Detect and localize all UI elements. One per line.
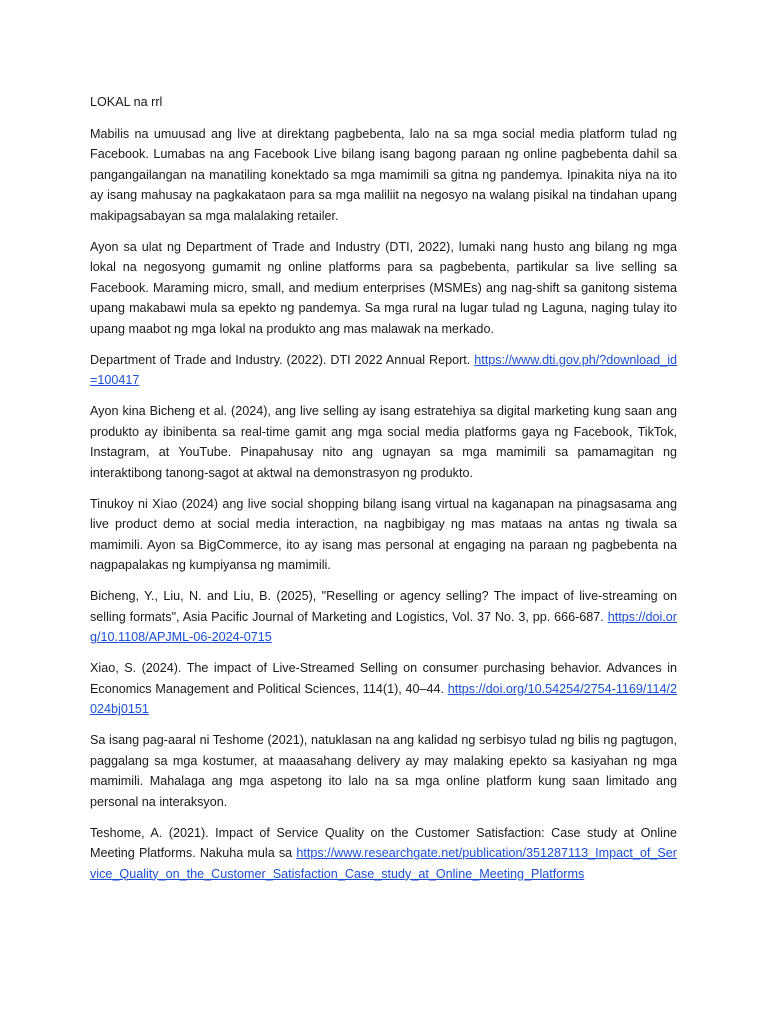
reference-text: Bicheng, Y., Liu, N. and Liu, B. (2025), "Reselling or agency selling? The impact of live-streaming on selling formats", Asia Pacific Journal of Marketing and Logistics, Vol. 37 No. 3, pp. 666-687. — [90, 589, 677, 624]
reference-bicheng — [90, 586, 677, 648]
reference-text: Xiao, S. (2024). The impact of Live-Streamed Selling on consumer purchasing behavior. Advances in Economics Management and Political Sciences, 114(1), 40–44. — [90, 661, 677, 696]
reference-teshome — [90, 823, 677, 885]
document-heading: LOKAL na rrl — [90, 95, 163, 109]
reference-link-xiao[interactable]: https://doi.org/10.54254/2754-1169/114/2024bj0151 — [90, 681, 677, 716]
paragraph-text: Tinukoy ni Xiao (2024) ang live social shopping bilang isang virtual na kaganapan na pinagsasama ang live product demo at social media interaction, na nagbibigay ng mas mataas na antas ng tiwala sa mamimili. Ayon sa BigCommerce, ito ay isang mas personal at engaging na paraan ng pagbebenta na nagpapalakas ng kumpiyansa ng mamimili. — [90, 496, 677, 572]
paragraph-text: Ayon sa ulat ng Department of Trade and Industry (DTI, 2022), lumaki nang husto ang bilang ng mga lokal na negosyong gumamit ng online platforms para sa pagbebenta, partikular sa live selling sa Facebook. Maraming micro, small, and medium enterprises (MSMEs) ang nag-shift sa ganitong sistema upang makabawi mula sa epekto ng pandemya. Sa mga rural na lugar tulad ng Laguna, naging tulay ito upang maabot ng mga lokal na produkto ang mas malawak na merkado. — [90, 239, 677, 336]
paragraph-text: Ayon kina Bicheng et al. (2024), ang live selling ay isang estratehiya sa digital marketing kung saan ang produkto ay ibinibenta sa real-time gamit ang mga social media platforms gaya ng Facebook, TikTok, Instagram, at YouTube. Pinapahusay nito ang ugnayan sa mga mamimili sa pamamagitan ng interaktibong tanong-sagot at aktwal na demonstrasyon ng produkto. — [90, 404, 677, 480]
paragraph-text: Sa isang pag-aaral ni Teshome (2021), natuklasan na ang kalidad ng serbisyo tulad ng bilis ng pagtugon, paggalang sa mga kostumer, at maaasahang delivery ay may malaking epekto sa kasiyahan ng mga mamimili. Mahalaga ang mga aspetong ito lalo na sa mga online platform kung saan limitado ang personal na interaksyon. — [90, 733, 677, 809]
paragraph-teshome — [90, 730, 677, 812]
paragraph-intro — [90, 124, 677, 227]
reference-text: Teshome, A. (2021). Impact of Service Quality on the Customer Satisfaction: Case study at Online Meeting Platforms. Nakuha mula sa — [90, 825, 677, 860]
paragraph-dti — [90, 237, 677, 340]
document-page — [90, 92, 677, 895]
reference-link-dti[interactable]: https://www.dti.gov.ph/?download_id=100417 — [90, 352, 677, 387]
paragraph-bicheng — [90, 401, 677, 483]
reference-dti — [90, 350, 677, 391]
reference-text: Department of Trade and Industry. (2022). DTI 2022 Annual Report. — [90, 352, 475, 367]
paragraph-text: Mabilis na umuusad ang live at direktang pagbebenta, lalo na sa mga social media platform tulad ng Facebook. Lumabas na ang Facebook Live bilang isang bagong paraan ng online pagbebenta dahil sa pangangailangan na manatiling konektado sa mga mamimili sa gitna ng pandemya. Ipinakita niya na ito ay isang mahusay na pagkakataon para sa mga maliliit na negosyo na walang pisikal na tindahan upang makipagsabayan sa mga malalaking retailer. — [90, 126, 677, 223]
reference-xiao — [90, 658, 677, 720]
paragraph-xiao — [90, 494, 677, 576]
reference-link-teshome[interactable]: https://www.researchgate.net/publication/351287113_Impact_of_Service_Quality_on_the_Customer_Satisfaction_Case_study_at_Online_Meeting_Platforms — [90, 846, 677, 881]
reference-link-bicheng[interactable]: https://doi.org/10.1108/APJML-06-2024-0715 — [90, 609, 677, 644]
